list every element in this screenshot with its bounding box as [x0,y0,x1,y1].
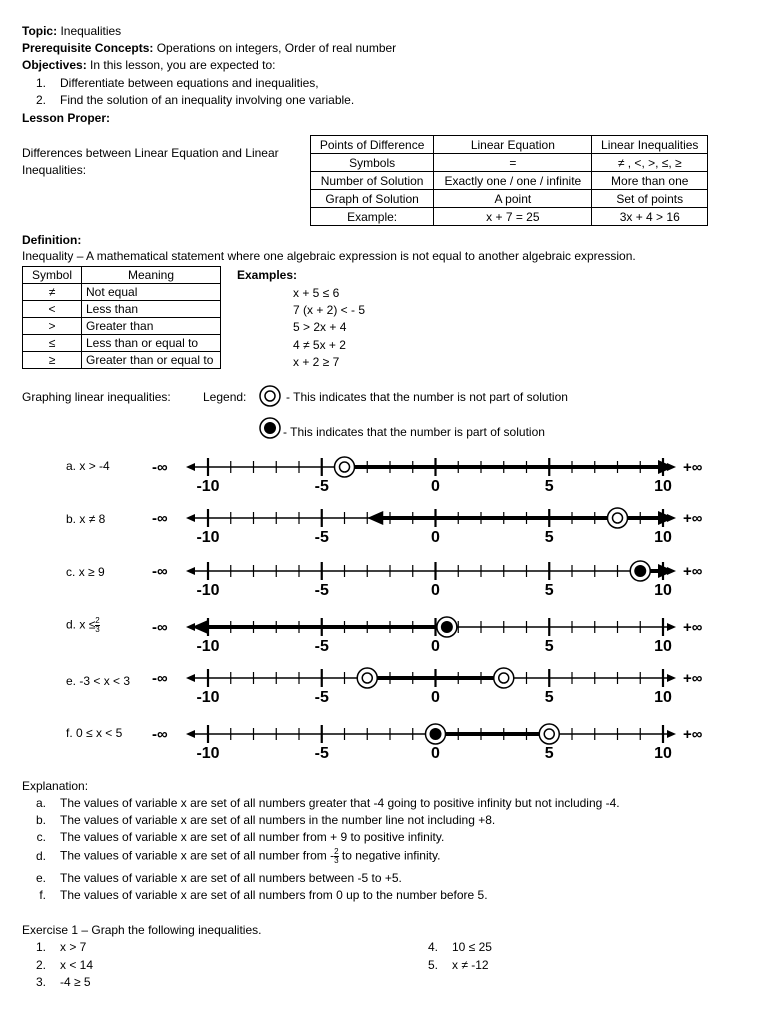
lesson-proper-heading: Lesson Proper: [22,111,111,125]
prereq-value: Operations on integers, Order of real number [156,41,397,55]
axis-arrow-left [186,674,195,682]
neg-infinity-label: -∞ [152,563,168,580]
neg-infinity-label: -∞ [152,459,168,476]
tick-label: 0 [431,689,440,706]
example-item: 5 > 2x + 4 [293,320,347,334]
tick-label: -5 [314,529,329,546]
table-row: < Less than [23,301,221,318]
tick-label: 10 [654,745,672,762]
solution-arrowhead [192,620,208,634]
axis-arrow-right [667,730,676,738]
objectives-label: Objectives: [22,58,87,72]
tick-label: 0 [431,529,440,546]
legend-open-text: - This indicates that the number is not part of solution [286,390,568,404]
prereq-line [22,41,396,55]
examples-label: Examples: [237,268,298,282]
tick-label: 10 [654,582,672,599]
example-item: x + 2 ≥ 7 [293,355,340,369]
solution-arrowhead [658,511,674,525]
explanation-label: Explanation: [22,779,89,793]
graph-label-d: d. x ≤ $\frac{2}{3}$ [66,616,100,634]
tick-label: 10 [654,478,672,495]
axis-arrow-left [186,567,195,575]
tick-label: 0 [431,745,440,762]
tick-label: 5 [544,478,554,495]
table-header-row: Symbol Meaning [23,267,221,284]
table-row: Graph of Solution A point Set of points [311,190,708,208]
explanation-item: b. The values of variable x are set of all numbers in the number line not including +8. [35,813,496,827]
tick-label: -5 [314,478,329,495]
pos-infinity-label: +∞ [683,726,703,743]
tick-label: 5 [544,689,554,706]
neg-infinity-label: -∞ [152,726,168,743]
exercise-item: 4. 10 ≤ 25 [427,940,492,954]
axis-arrow-right [667,674,676,682]
objective-item: 1. Differentiate between equations and inequalities, [35,76,319,90]
graph-label-f: f. 0 ≤ x < 5 [66,726,123,740]
tick-label: -10 [196,478,220,495]
table-row: ≥ Greater than or equal to [23,352,221,369]
objectives-line [22,58,276,72]
open-endpoint-inner [340,462,350,472]
tick-label: -10 [196,689,220,706]
graph-label-a: a. x > -4 [66,459,110,473]
tick-label: 10 [654,689,672,706]
objective-item: 2. Find the solution of an inequality involving one variable. [35,93,355,107]
exercise-title: Exercise 1 – Graph the following inequalities. [22,923,262,937]
explanation-item: c. The values of variable x are set of all number from + 9 to positive infinity. [36,830,445,844]
tick-label: 5 [544,638,554,655]
tick-label: 10 [654,529,672,546]
solution-arrowhead [658,460,674,474]
table-row: > Greater than [23,318,221,335]
open-endpoint-inner [613,513,623,523]
differences-table [310,135,708,226]
graph-label-b: b. x ≠ 8 [66,512,106,526]
explanation-item: a. The values of variable x are set of all numbers greater that -4 going to positive infinity but not including -4. [35,796,620,810]
open-endpoint-inner [544,729,554,739]
tick-label: 0 [431,638,440,655]
prereq-label: Prerequisite Concepts: [22,41,154,55]
fraction: $\frac{2}{3}$ [334,847,339,865]
legend-closed-text: - This indicates that the number is part of solution [283,425,545,439]
pos-infinity-label: +∞ [683,670,703,687]
closed-circle-icon [258,416,286,442]
tick-label: -5 [314,745,329,762]
tick-label: -5 [314,638,329,655]
topic-label: Topic: [22,24,58,38]
fraction: $\frac{2}{3}$ [95,616,100,634]
pos-infinity-label: +∞ [683,619,703,636]
tick-label: 5 [544,745,554,762]
exercise-item: 5. x ≠ -12 [427,958,489,972]
definition-label: Definition: [22,233,82,247]
objectives-value: In this lesson, you are expected to: [90,58,276,72]
explanation-item: e. The values of variable x are set of all numbers between -5 to +5. [35,871,402,885]
axis-arrow-right [667,623,676,631]
tick-label: 0 [431,478,440,495]
table-row: ≠ Not equal [23,284,221,301]
pos-infinity-label: +∞ [683,510,703,527]
topic-line [22,24,121,38]
definition-text: Inequality – A mathematical statement where one algebraic expression is not equal to another algebraic expression. [22,249,636,263]
table-row: ≤ Less than or equal to [23,335,221,352]
exercise-item: 2. x < 14 [35,958,94,972]
table-row: Symbols = ≠ , <, >, ≤, ≥ [311,154,708,172]
tick-label: 10 [654,638,672,655]
differences-intro: Differences between Linear Equation and Linear Inequalities: [22,146,279,177]
open-endpoint-inner [362,673,372,683]
explanation-item: d. The values of variable x are set of all number from - $\frac{2}{3}$ to negative infinity. [35,847,441,865]
neg-infinity-label: -∞ [152,510,168,527]
tick-label: 5 [544,582,554,599]
tick-label: -10 [196,582,220,599]
tick-label: -10 [196,529,220,546]
exercise-item: 1. x > 7 [35,940,87,954]
neg-infinity-label: -∞ [152,670,168,687]
tick-label: -10 [196,745,220,762]
table-row: Number of Solution Exactly one / one / infinite More than one [311,172,708,190]
pos-infinity-label: +∞ [683,459,703,476]
legend-label: Legend: [203,390,247,404]
axis-arrow-left [186,514,195,522]
graph-label-c: c. x ≥ 9 [66,565,105,579]
neg-infinity-label: -∞ [152,619,168,636]
tick-label: -10 [196,638,220,655]
open-endpoint-inner [499,673,509,683]
explanation-item: f. The values of variable x are set of all numbers from 0 up to the number before 5. [39,888,488,902]
example-item: 7 (x + 2) < - 5 [293,303,366,317]
solution-arrowhead [658,564,674,578]
table-row: Example: x + 7 = 25 3x + 4 > 16 [311,208,708,226]
closed-endpoint-dot [634,565,646,577]
closed-endpoint-dot [441,621,453,633]
number-lines [0,440,768,775]
tick-label: 0 [431,582,440,599]
tick-label: -5 [314,689,329,706]
solution-arrowhead [367,511,383,525]
example-item: 4 ≠ 5x + 2 [293,338,346,352]
table-header-row: Points of Difference Linear Equation Linear Inequalities [311,136,708,154]
graphing-title: Graphing linear inequalities: [22,390,171,404]
axis-arrow-left [186,730,195,738]
axis-arrow-left [186,463,195,471]
exercise-item: 3. -4 ≥ 5 [35,975,91,989]
open-circle-icon [258,384,286,410]
symbol-table [22,266,221,369]
example-item: x + 5 ≤ 6 [293,286,340,300]
graph-label-e: e. -3 < x < 3 [66,674,131,688]
closed-endpoint-dot [430,728,442,740]
pos-infinity-label: +∞ [683,563,703,580]
topic-value: Inequalities [60,24,122,38]
tick-label: 5 [544,529,554,546]
tick-label: -5 [314,582,329,599]
